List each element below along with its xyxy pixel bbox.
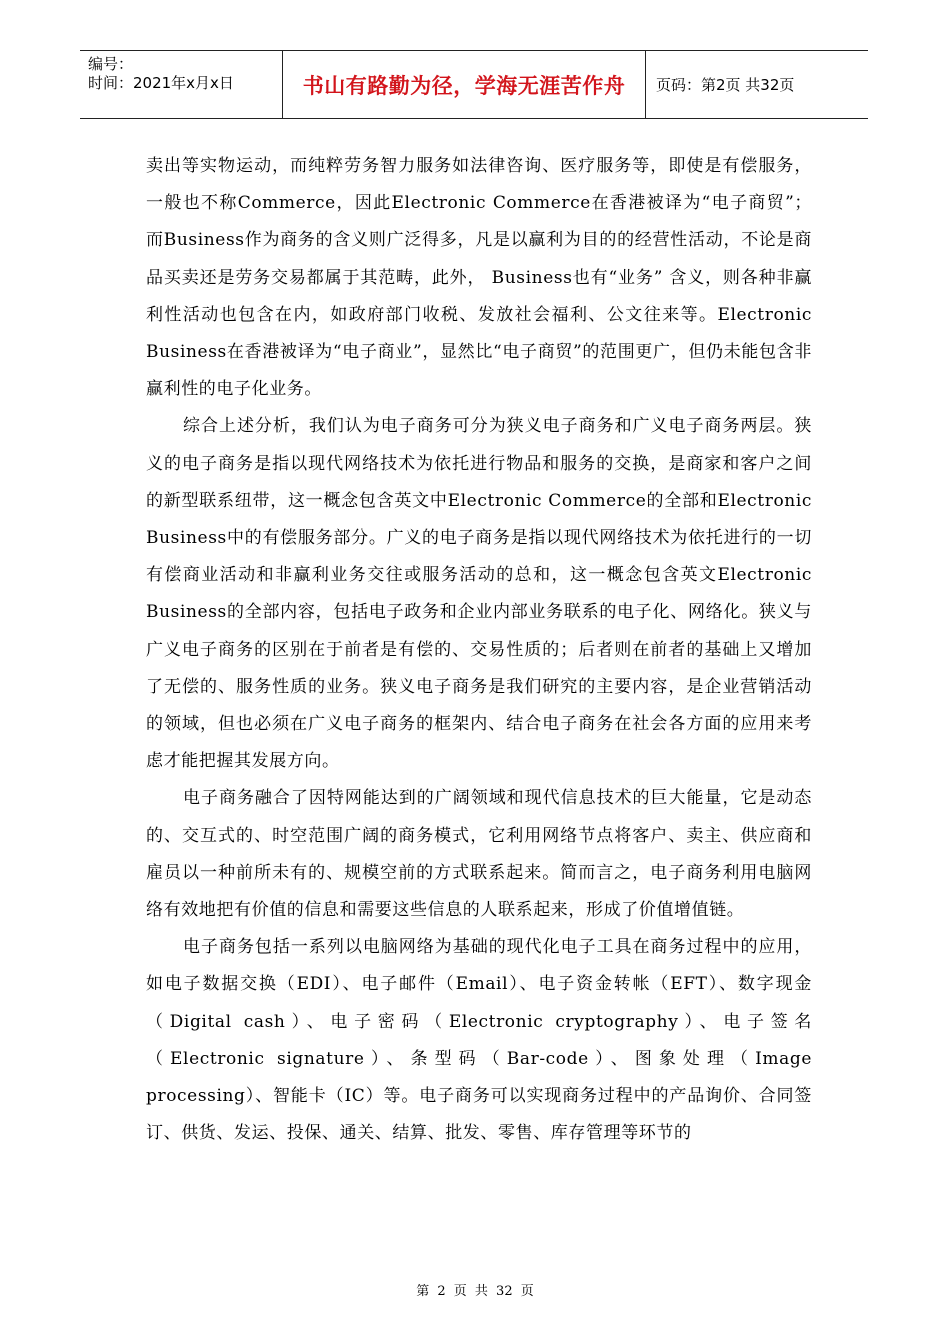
document-body (146, 148, 812, 1152)
paragraph-4: 电子商务包括一系列以电脑网络为基础的现代化电子工具在商务过程中的应用，如电子数据交换（EDI）、电子邮件（Email）、电子资金转帐（EFT）、数字现金（Digital cash）、电子密码（Electronic cryptography）、电子签名（Electronic signature）、条型码（Bar-code）、图象处理（Image processing）、智能卡（IC）等。电子商务可以实现商务过程中的产品询价、合同签订、供货、发运、投保、通关、结算、批发、零售、库存管理等环节的 (146, 937, 812, 1144)
header-meta (80, 51, 283, 118)
page-footer: 第 2 页 共 32 页 (416, 1284, 534, 1299)
paragraph-1: 卖出等实物运动，而纯粹劳务智力服务如法律咨询、医疗服务等，即使是有偿服务，一般也不称Commerce，因此Electronic Commerce在香港被译为“电子商贸”；而Business作为商务的含义则广泛得多，凡是以赢利为目的的经营性活动，不论是商品买卖还是劳务交易都属于其范畴，此外， Business也有“业务” 含义，则各种非赢利性活动也包含在内，如政府部门收税、发放社会福利、公文往来等。Electronic Business在香港被译为“电子商业”，显然比“电子商贸”的范围更广，但仍未能包含非赢利性的电子化业务。 (146, 156, 812, 400)
time-label: 时间：2021年x月x日 (88, 74, 234, 92)
header-page-info: 页码：第2页 共32页 (656, 76, 795, 94)
header-motto: 书山有路勤为径，学海无涯苦作舟 (283, 51, 646, 118)
code-label: 编号： (88, 55, 134, 73)
page-header (80, 50, 868, 119)
paragraph-3: 电子商务融合了因特网能达到的广阔领域和现代信息技术的巨大能量，它是动态的、交互式的、时空范围广阔的商务模式，它利用网络节点将客户、卖主、供应商和雇员以一种前所未有的、规模空前的方式联系起来。简而言之，电子商务利用电脑网络有效地把有价值的信息和需要这些信息的人联系起来，形成了价值增值链。 (146, 788, 812, 921)
paragraph-2: 综合上述分析，我们认为电子商务可分为狭义电子商务和广义电子商务两层。狭义的电子商务是指以现代网络技术为依托进行物品和服务的交换，是商家和客户之间的新型联系纽带，这一概念包含英文中Electronic Commerce的全部和Electronic Business中的有偿服务部分。广义的电子商务是指以现代网络技术为依托进行的一切有偿商业活动和非赢利业务交往或服务活动的总和，这一概念包含英文Electronic Business的全部内容，包括电子政务和企业内部业务联系的电子化、网络化。狭义与广义电子商务的区别在于前者是有偿的、交易性质的；后者则在前者的基础上又增加了无偿的、服务性质的业务。狭义电子商务是我们研究的主要内容，是企业营销活动的领域，但也必须在广义电子商务的框架内、结合电子商务在社会各方面的应用来考虑才能把握其发展方向。 (146, 416, 812, 772)
